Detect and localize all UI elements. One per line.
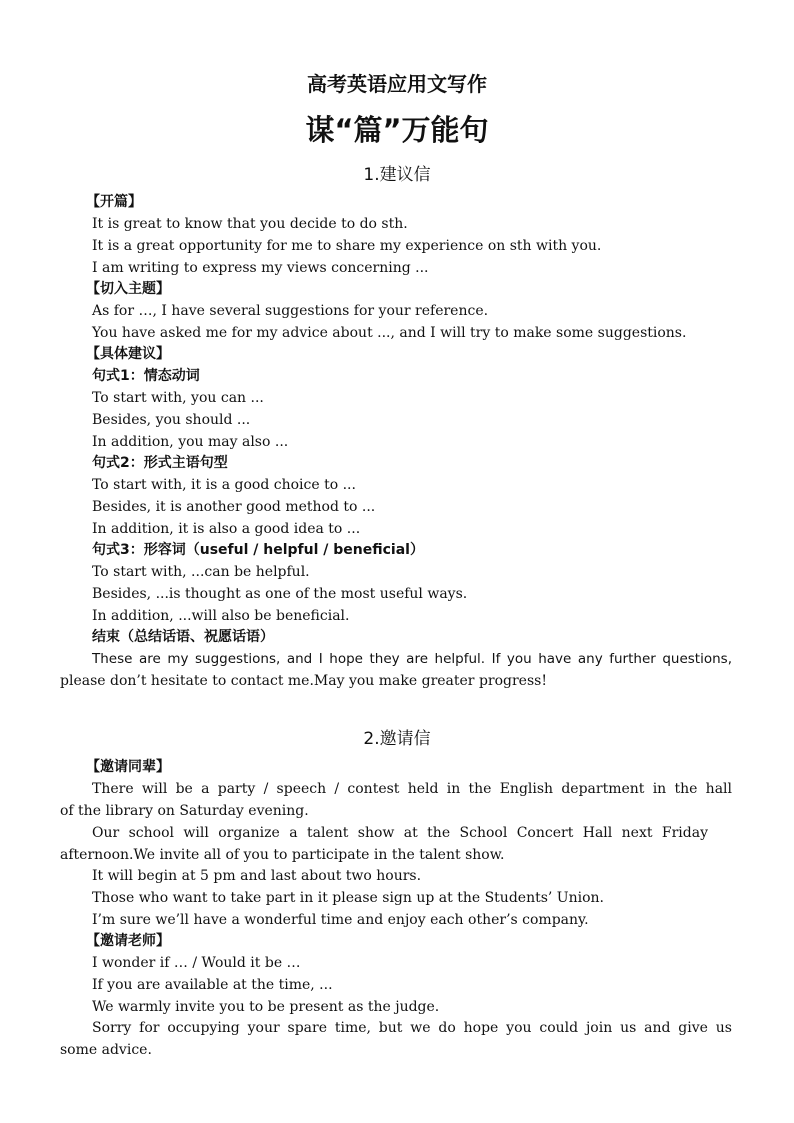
invite-peers-line: There will be a party / speech / contest held in the English department in the hall [92,781,732,797]
invite-teachers-line: I wonder if … / Would it be … [92,955,301,971]
pattern-2-line: Besides, it is another good method to ... [92,499,376,515]
invite-peers-line: of the library on Saturday evening. [60,803,309,819]
label-invite-peers: 【邀请同辈】 [86,759,170,775]
pattern-1-line: To start with, you can ... [92,390,264,406]
page-title: 高考英语应用文写作 [307,72,487,96]
pattern-3-line: In addition, ...will also be beneficial. [92,608,350,624]
opening-line: It is great to know that you decide to do sth. [92,216,408,232]
invite-teachers-line: We warmly invite you to be present as the judge. [92,999,440,1015]
ending-line: These are my suggestions, and I hope they are helpful. If you have any further questions, [92,651,732,667]
label-specific-advice: 【具体建议】 [86,346,170,362]
pattern-2-line: To start with, it is a good choice to ... [92,477,356,493]
section-heading-invitation-letter: 2.邀请信 [363,729,431,749]
invite-peers-line: Our school will organize a talent show at the School Concert Hall next Friday [92,825,708,841]
topic-line: As for …, I have several suggestions for your reference. [92,303,489,319]
page-subtitle: 谋“篇”万能句 [305,113,489,147]
label-pattern-3: 句式3：形容词（useful / helpful / beneficial） [92,542,424,558]
label-topic: 【切入主题】 [86,281,170,297]
invite-teachers-line: some advice. [60,1042,152,1058]
label-invite-teachers: 【邀请老师】 [86,933,170,949]
invite-teachers-line: Sorry for occupying your spare time, but we do hope you could join us and give us [92,1020,732,1036]
pattern-1-line: In addition, you may also ... [92,434,289,450]
opening-line: It is a great opportunity for me to share my experience on sth with you. [92,238,602,254]
invite-teachers-line: If you are available at the time, ... [92,977,333,993]
invite-peers-line: Those who want to take part in it please sign up at the Students’ Union. [92,890,604,906]
label-ending: 结束（总结话语、祝愿话语） [92,629,274,645]
ending-line: please don’t hesitate to contact me.May you make greater progress! [60,673,547,689]
section-heading-suggestion-letter: 1.建议信 [363,165,431,185]
pattern-2-line: In addition, it is also a good idea to ... [92,521,361,537]
invite-peers-line: It will begin at 5 pm and last about two hours. [92,868,422,884]
invite-peers-line: afternoon.We invite all of you to participate in the talent show. [60,847,505,863]
opening-line: I am writing to express my views concerning ... [92,260,429,276]
label-opening: 【开篇】 [86,194,142,210]
label-pattern-2: 句式2：形式主语句型 [92,455,228,471]
topic-line: You have asked me for my advice about ..., and I will try to make some suggestions. [92,325,687,341]
pattern-1-line: Besides, you should ... [92,412,251,428]
pattern-3-line: To start with, ...can be helpful. [92,564,310,580]
label-pattern-1: 句式1：情态动词 [92,368,200,384]
pattern-3-line: Besides, ...is thought as one of the most useful ways. [92,586,468,602]
invite-peers-line: I’m sure we’ll have a wonderful time and enjoy each other’s company. [92,912,589,928]
